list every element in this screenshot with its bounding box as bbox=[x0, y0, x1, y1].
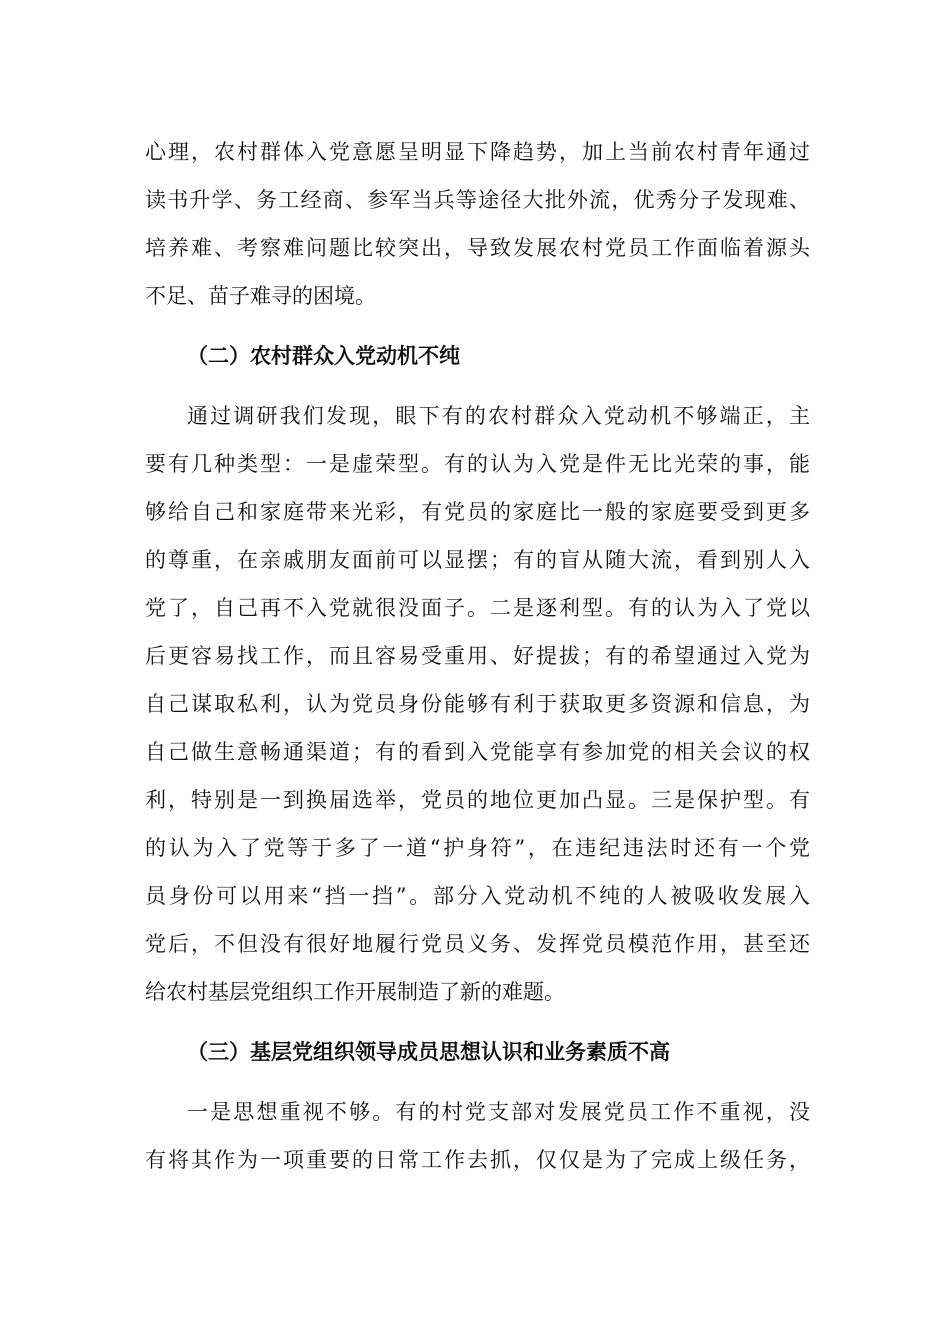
paragraph-2 bbox=[145, 392, 810, 1016]
paragraph-line: 给农村基层党组织工作开展制造了新的难题。 bbox=[145, 980, 565, 1004]
document-page bbox=[145, 128, 810, 1184]
paragraph-line: 通过调研我们发现，眼下有的农村群众入党动机不够端正，主 bbox=[187, 404, 810, 428]
paragraph-line: 员身份可以用来“挡一挡”。部分入党动机不纯的人被吸收发展入 bbox=[145, 884, 810, 908]
paragraph-line: 党后，不但没有很好地履行党员义务、发挥党员模范作用，甚至还 bbox=[145, 932, 810, 956]
paragraph-line: 党了，自己再不入党就很没面子。二是逐利型。有的认为入了党以 bbox=[145, 596, 810, 620]
paragraph-line: 不足、苗子难寻的困境。 bbox=[145, 284, 376, 308]
paragraph-1 bbox=[145, 128, 810, 320]
paragraph-line: 心理，农村群体入党意愿呈明显下降趋势，加上当前农村青年通过 bbox=[145, 140, 810, 164]
section-heading-3: （三）基层党组织领导成员思想认识和业务素质不高 bbox=[187, 1039, 670, 1064]
paragraph-line: 的认为入了党等于多了一道“护身符”，在违纪违法时还有一个党 bbox=[145, 836, 810, 860]
paragraph-line: 自己谋取私利，认为党员身份能够有利于获取更多资源和信息，为 bbox=[145, 692, 810, 716]
paragraph-line: 一是思想重视不够。有的村党支部对发展党员工作不重视，没 bbox=[187, 1100, 810, 1124]
section-heading-2: （二）农村群众入党动机不纯 bbox=[187, 343, 460, 368]
paragraph-line: 有将其作为一项重要的日常工作去抓，仅仅是为了完成上级任务， bbox=[145, 1148, 810, 1172]
paragraph-line: 后更容易找工作，而且容易受重用、好提拔；有的希望通过入党为 bbox=[145, 644, 810, 668]
paragraph-line: 的尊重，在亲戚朋友面前可以显摆；有的盲从随大流，看到别人入 bbox=[145, 548, 810, 572]
paragraph-line: 培养难、考察难问题比较突出，导致发展农村党员工作面临着源头 bbox=[145, 236, 810, 260]
paragraph-line: 读书升学、务工经商、参军当兵等途径大批外流，优秀分子发现难、 bbox=[145, 188, 810, 212]
paragraph-line: 自己做生意畅通渠道；有的看到入党能享有参加党的相关会议的权 bbox=[145, 740, 810, 764]
paragraph-3 bbox=[145, 1088, 810, 1184]
paragraph-line: 够给自己和家庭带来光彩，有党员的家庭比一般的家庭要受到更多 bbox=[145, 500, 810, 524]
paragraph-line: 要有几种类型：一是虚荣型。有的认为入党是件无比光荣的事，能 bbox=[145, 452, 810, 476]
paragraph-line: 利，特别是一到换届选举，党员的地位更加凸显。三是保护型。有 bbox=[145, 788, 810, 812]
